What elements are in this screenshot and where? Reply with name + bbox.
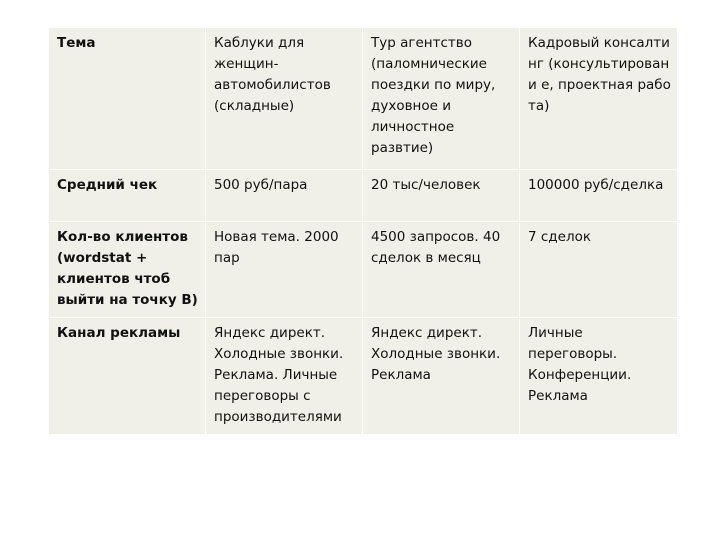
table-cell: Яндекс директ. Холодные звонки. Реклама. Личные переговоры с производителями [206,318,363,435]
table-cell: Новая тема. 2000 пар [206,222,363,318]
table-row [49,222,678,318]
row-header-ad-channel: Канал рекламы [49,318,206,435]
table-cell: 500 руб/пара [206,170,363,222]
row-header-clients-count: Кол-во клиентов (wordstat + клиентов чтоб выйти на точку B) [49,222,206,318]
table-cell: Кадровый консалтинг (консультировани е, проектная работа) [520,28,678,170]
table-cell: Личные переговоры. Конференции. Реклама [520,318,678,435]
table-cell: 20 тыс/человек [363,170,520,222]
comparison-table [48,27,678,435]
table-cell: 4500 запросов. 40 сделок в месяц [363,222,520,318]
table-cell: Тур агентство (паломнические поездки по миру, духовное и личностное развтие) [363,28,520,170]
table-cell: Яндекс директ. Холодные звонки. Реклама [363,318,520,435]
row-header-average-check: Средний чек [49,170,206,222]
table-row [49,318,678,435]
table-row [49,170,678,222]
table-cell: 100000 руб/сделка [520,170,678,222]
table-cell: 7 сделок [520,222,678,318]
table-cell: Каблуки для женщин-автомобилистов (складные) [206,28,363,170]
row-header-topic: Тема [49,28,206,170]
table-row [49,28,678,170]
